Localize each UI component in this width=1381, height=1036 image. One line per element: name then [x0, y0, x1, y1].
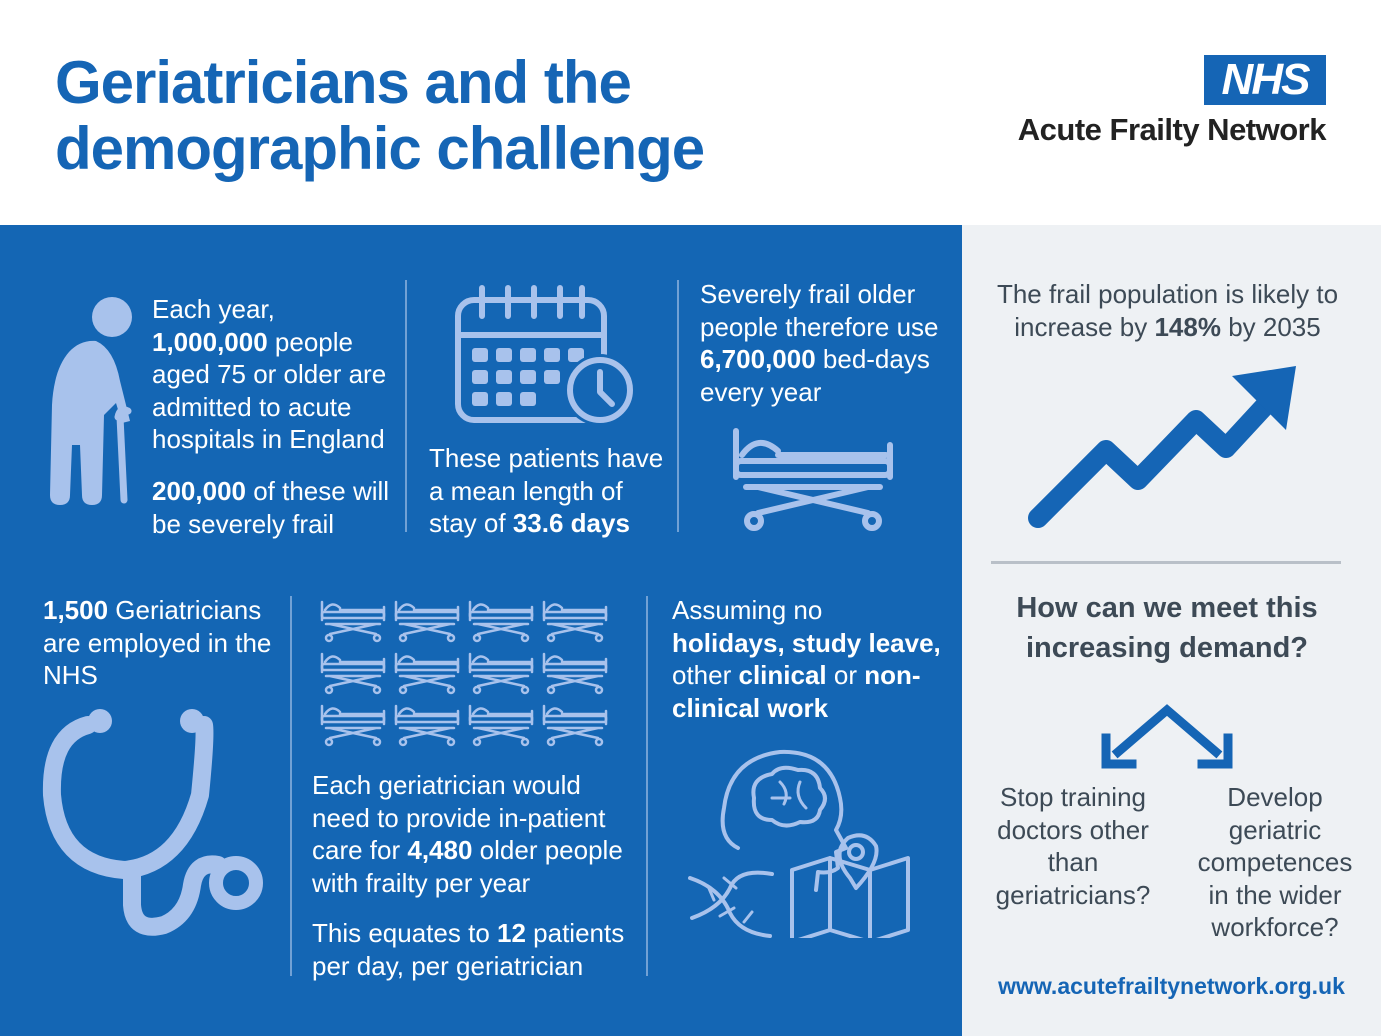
per-day-suffix: patients per day, per geriatrician	[312, 918, 625, 981]
geriatricians-detail: Geriatricians are employed in the NHS	[43, 595, 272, 690]
admissions-intro: Each year,	[152, 294, 275, 324]
length-of-stay-value: 33.6 days	[512, 508, 630, 538]
admissions-number: 1,000,000	[152, 326, 268, 357]
bed-days-label: Severely frail older people therefore use	[700, 279, 939, 342]
split-arrows-icon	[1096, 700, 1238, 772]
network-name: Acute Frailty Network	[1017, 112, 1326, 147]
bed-days-text	[700, 278, 950, 408]
divider	[646, 596, 648, 976]
divider	[290, 596, 292, 976]
divider	[677, 280, 679, 532]
admissions-text	[152, 293, 402, 456]
severely-frail-text	[152, 475, 402, 540]
growth-value: 148%	[1154, 311, 1221, 342]
bed-days-suffix: bed-days every year	[700, 344, 930, 407]
geriatricians-number: 1,500	[43, 595, 109, 625]
severely-frail-number: 200,000	[152, 476, 246, 506]
stethoscope-icon	[40, 705, 265, 945]
bed-days-value: 6,700,000	[700, 344, 816, 374]
assumption-mid: other	[672, 660, 739, 690]
length-of-stay-text	[429, 442, 669, 540]
severely-frail-detail: of these will be severely frail	[152, 476, 390, 539]
per-day-value: 12	[497, 918, 526, 948]
assumption-or: or	[826, 660, 865, 690]
trend-arrow-icon	[1020, 360, 1310, 535]
bed-grid-icon	[318, 598, 613, 750]
growth-suffix: by 2035	[1220, 311, 1321, 342]
brain-dna-map-icon	[680, 738, 920, 938]
divider	[405, 280, 407, 532]
per-day-text	[312, 917, 632, 982]
per-geriatrician-suffix: older people with frailty per year	[312, 835, 623, 898]
per-geriatrician-text	[312, 769, 632, 899]
growth-text	[985, 278, 1350, 343]
hospital-bed-icon	[728, 425, 898, 535]
admissions-detail: people aged 75 or older are admitted to acute hospitals in England	[152, 326, 387, 454]
per-geriatrician-label: Each geriatrician would need to provide in-patient care for	[312, 770, 606, 865]
length-of-stay-label: These patients have a mean length of stay of	[429, 443, 664, 538]
website-link[interactable]: www.acutefrailtynetwork.org.uk	[998, 973, 1345, 999]
per-geriatrician-value: 4,480	[407, 835, 473, 865]
assumption-holidays: holidays, study leave,	[672, 627, 941, 658]
assumption-nonclinical: non-clinical work	[672, 660, 921, 723]
elderly-person-icon	[40, 295, 140, 510]
sidebar-divider	[991, 561, 1341, 564]
assumption-clinical: clinical	[738, 660, 827, 690]
geriatricians-text	[43, 594, 283, 692]
option-stop-training: Stop training doctors other than geriatricians?	[995, 782, 1151, 910]
assumption-prefix: Assuming no	[672, 595, 823, 625]
per-day-label: This equates to	[312, 918, 497, 948]
assumption-text	[672, 594, 942, 724]
option-develop-competences: Develop geriatric competences in the wider workforce?	[1197, 782, 1353, 942]
question-heading: How can we meet this increasing demand?	[1016, 592, 1318, 664]
nhs-logo: NHS	[1204, 55, 1326, 105]
page-title: Geriatricians and the demographic challenge	[55, 49, 705, 182]
growth-label: The frail population is likely to increase by	[996, 279, 1339, 342]
calendar-clock-icon	[450, 280, 650, 430]
